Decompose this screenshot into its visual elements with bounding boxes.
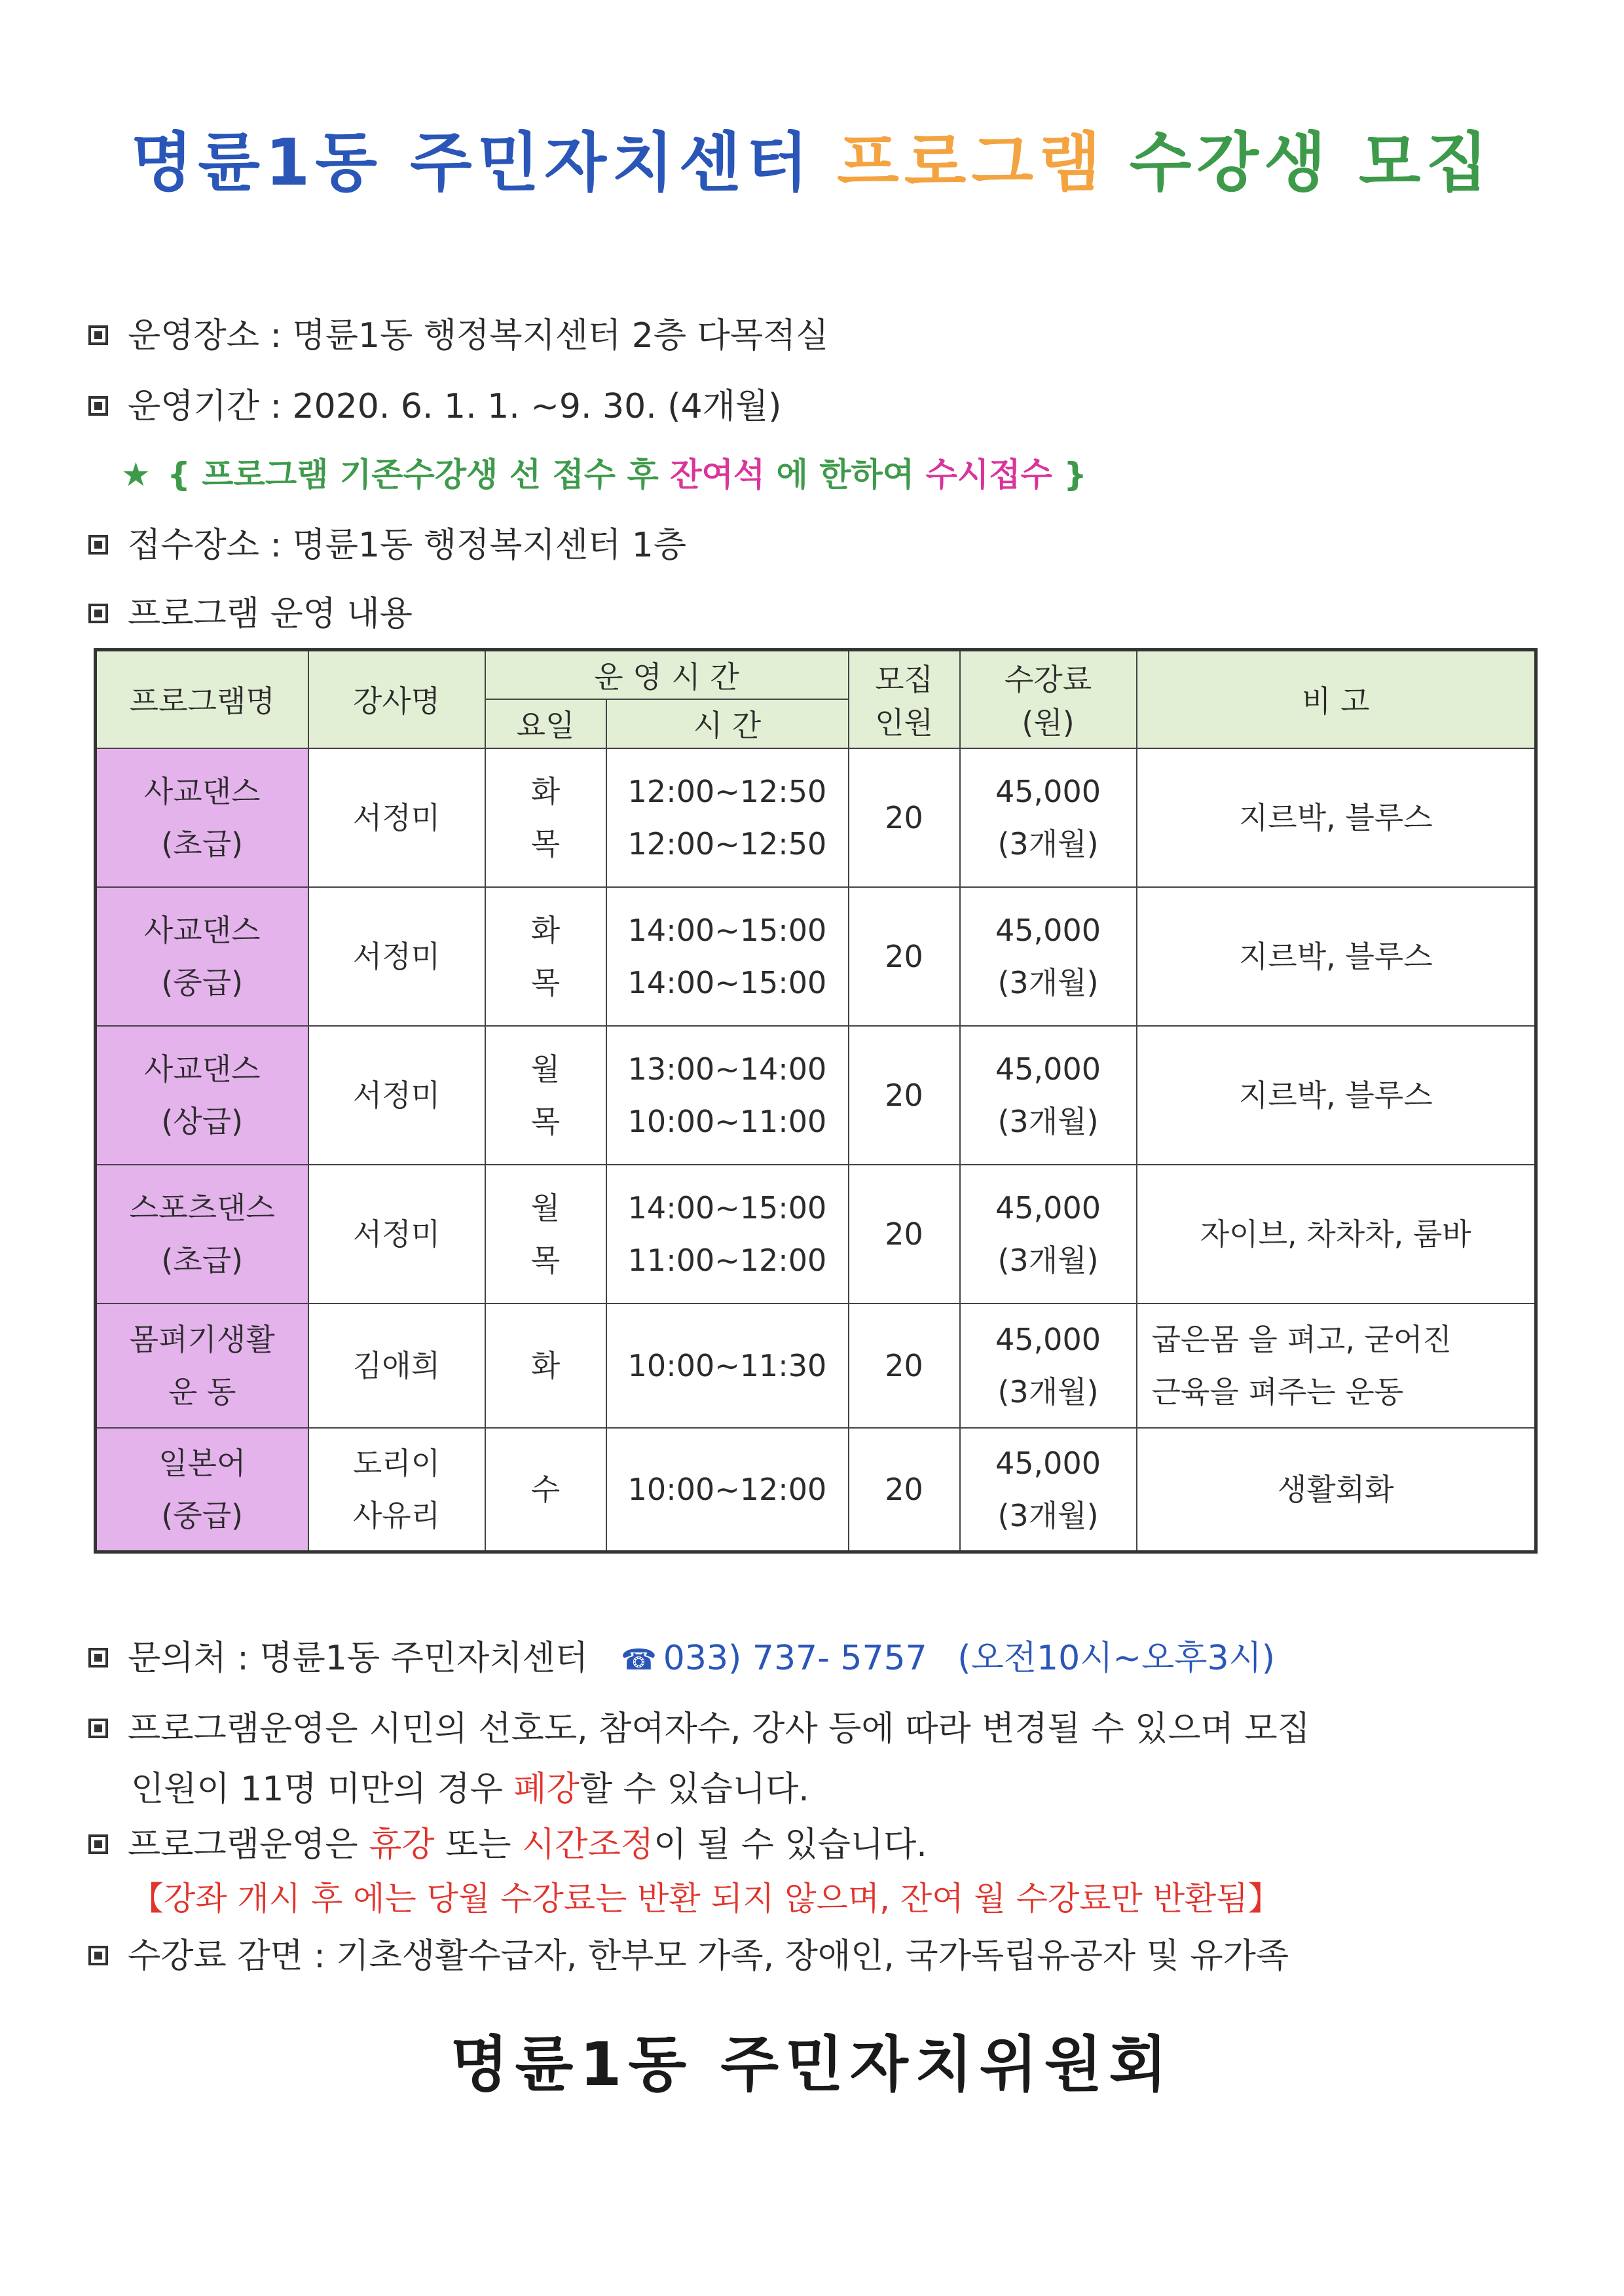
cell-fee: 45,000 (3개월) (960, 1428, 1137, 1552)
table-row (96, 748, 1536, 887)
header-capacity: 모집 인원 (849, 650, 960, 748)
cell-fee: 45,000 (3개월) (960, 1303, 1137, 1428)
cell-note: 지르박, 블루스 (1137, 748, 1536, 887)
cell-program-name: 사교댄스 (초급) (96, 748, 308, 887)
cell-capacity: 20 (849, 1303, 960, 1428)
header-note: 비 고 (1137, 650, 1536, 748)
square-bullet-icon (88, 1834, 108, 1854)
cell-teacher: 서정미 (308, 1026, 485, 1165)
table-row (96, 1165, 1536, 1303)
table-row (96, 1026, 1536, 1165)
title-recruit: 수강생 모집 (1129, 126, 1494, 200)
info-reception: 접수장소 : 명륜1동 행정복지센터 1층 (88, 517, 686, 566)
square-bullet-icon (88, 325, 108, 345)
telephone-icon: ☎ (620, 1643, 657, 1677)
square-bullet-icon (88, 1648, 108, 1667)
cell-time: 10:00~12:00 (606, 1428, 849, 1552)
cell-program-name: 스포츠댄스 (초급) (96, 1165, 308, 1303)
cell-day: 화 (485, 1303, 606, 1428)
cell-teacher: 김애희 (308, 1303, 485, 1428)
header-day: 요일 (485, 699, 606, 748)
phone-number: 033) 737- 5757 (663, 1639, 927, 1678)
table-body (96, 748, 1536, 1552)
cell-capacity: 20 (849, 1428, 960, 1552)
cell-capacity: 20 (849, 887, 960, 1026)
cell-note: 생활회화 (1137, 1428, 1536, 1552)
cell-teacher: 도리이 사유리 (308, 1428, 485, 1552)
note-3: 수강료 감면 : 기초생활수급자, 한부모 가족, 장애인, 국가독립유공자 및 유가족 (88, 1928, 1289, 1977)
info-period: 운영기간 : 2020. 6. 1. 1. ~9. 30. (4개월) (88, 378, 781, 428)
cell-teacher: 서정미 (308, 748, 485, 887)
title-program: 프로그램 (837, 126, 1106, 200)
cell-program-name: 사교댄스 (중급) (96, 887, 308, 1026)
cell-capacity: 20 (849, 748, 960, 887)
cell-fee: 45,000 (3개월) (960, 748, 1137, 887)
square-bullet-icon (88, 535, 108, 555)
footer-committee: 명륜1동 주민자치위원회 (450, 2030, 1174, 2100)
cell-program-name: 일본어 (중급) (96, 1428, 308, 1552)
note-1-cont: 인원이 11명 미만의 경우 폐강할 수 있습니다. (131, 1770, 809, 1809)
cell-capacity: 20 (849, 1165, 960, 1303)
cell-note: 굽은몸 을 펴고, 굳어진 근육을 펴주는 운동 (1137, 1303, 1536, 1428)
cell-day: 월 목 (485, 1165, 606, 1303)
note-1: 프로그램운영은 시민의 선호도, 참여자수, 강사 등에 따라 변경될 수 있으며 모집 (88, 1701, 1310, 1750)
title-center-name: 명륜1동 주민자치센터 (130, 126, 814, 200)
cell-capacity: 20 (849, 1026, 960, 1165)
cell-program-name: 사교댄스 (상급) (96, 1026, 308, 1165)
cell-fee: 45,000 (3개월) (960, 1026, 1137, 1165)
header-fee: 수강료 (원) (960, 650, 1137, 748)
square-bullet-icon (88, 1946, 108, 1965)
cell-fee: 45,000 (3개월) (960, 887, 1137, 1026)
notice-line: ★ { 프로그램 기존수강생 선 접수 후 잔여석 에 한하여 수시접수 } (121, 456, 1087, 494)
cell-day: 화 목 (485, 748, 606, 887)
cell-fee: 45,000 (3개월) (960, 1165, 1137, 1303)
cell-time: 14:00~15:00 14:00~15:00 (606, 887, 849, 1026)
table-row (96, 1303, 1536, 1428)
cell-day: 화 목 (485, 887, 606, 1026)
cell-day: 수 (485, 1428, 606, 1552)
note-2: 프로그램운영은 휴강 또는 시간조정이 될 수 있습니다. (88, 1817, 927, 1866)
square-bullet-icon (88, 1719, 108, 1738)
refund-notice: 【강좌 개시 후 에는 당월 수강료는 반환 되지 않으며, 잔여 월 수강료만 반환됨】 (131, 1880, 1281, 1918)
star-icon: ★ (121, 456, 151, 494)
cell-time: 12:00~12:50 12:00~12:50 (606, 748, 849, 887)
page-title (0, 111, 1624, 204)
contact-hours: (오전10시~오후3시) (957, 1639, 1276, 1678)
cell-note: 자이브, 차차차, 룸바 (1137, 1165, 1536, 1303)
cell-program-name: 몸펴기생활 운 동 (96, 1303, 308, 1428)
cell-time: 14:00~15:00 11:00~12:00 (606, 1165, 849, 1303)
table-row (96, 1428, 1536, 1552)
info-place: 운영장소 : 명륜1동 행정복지센터 2층 다목적실 (88, 308, 829, 357)
cell-teacher: 서정미 (308, 887, 485, 1026)
table-row (96, 887, 1536, 1026)
header-time: 시 간 (606, 699, 849, 748)
cell-note: 지르박, 블루스 (1137, 1026, 1536, 1165)
cell-teacher: 서정미 (308, 1165, 485, 1303)
header-program-name: 프로그램명 (96, 650, 308, 748)
cell-time: 13:00~14:00 10:00~11:00 (606, 1026, 849, 1165)
header-teacher: 강사명 (308, 650, 485, 748)
cell-time: 10:00~11:30 (606, 1303, 849, 1428)
info-content: 프로그램 운영 내용 (88, 586, 413, 635)
cell-day: 월 목 (485, 1026, 606, 1165)
square-bullet-icon (88, 604, 108, 623)
contact-line: 문의처 : 명륜1동 주민자치센터 ☎ 033) 737- 5757 (오전10시~오후3시) (88, 1630, 1275, 1679)
program-table (94, 648, 1538, 1554)
cell-note: 지르박, 블루스 (1137, 887, 1536, 1026)
header-time-group: 운 영 시 간 (485, 650, 849, 699)
square-bullet-icon (88, 396, 108, 416)
